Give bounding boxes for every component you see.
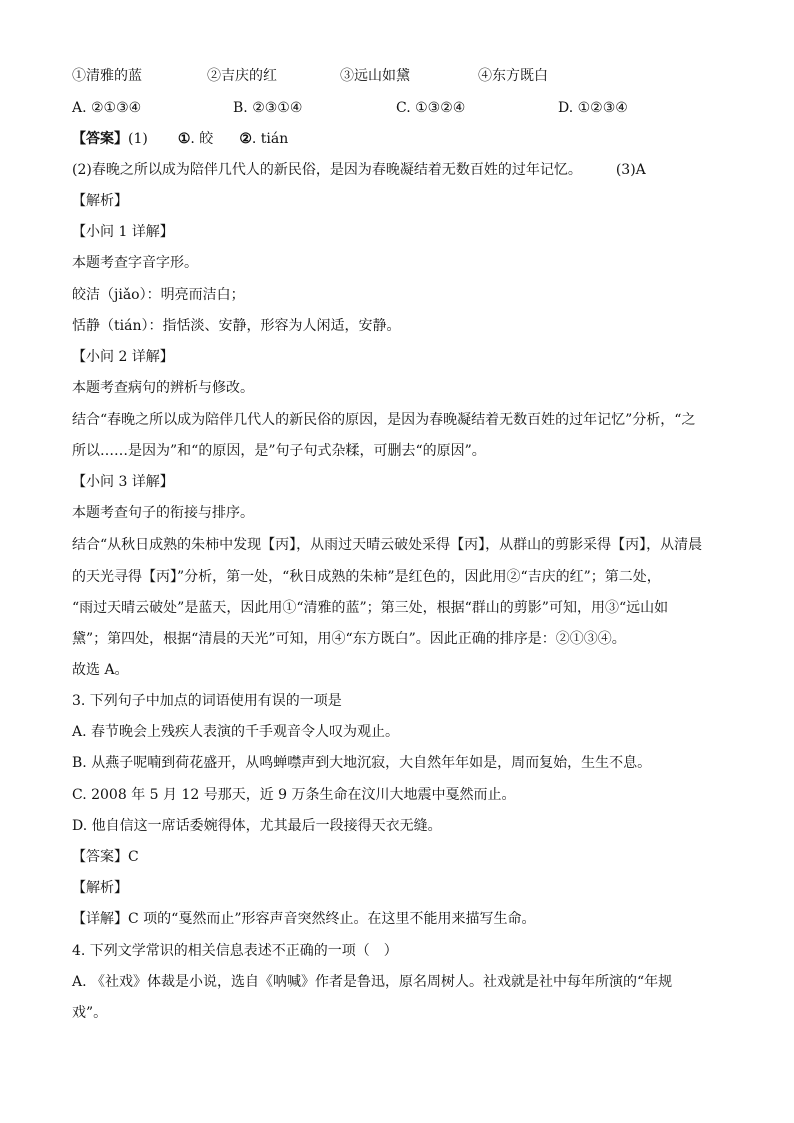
subquestion-1-heading: 【小问 1 详解】 xyxy=(72,224,174,240)
option-3: ③远山如黛 xyxy=(340,68,410,84)
question-3-answer: 【答案】C xyxy=(72,849,139,865)
option-2: ②吉庆的红 xyxy=(207,68,277,84)
question-4-option-a-line-1: A. 《社戏》体裁是小说，选自《呐喊》作者是鲁迅，原名周树人。社戏就是社中每年所演的“年规 xyxy=(72,974,673,990)
question-3-option-c: C. 2008 年 5 月 12 号那天，近 9 万条生命在汶川大地震中戛然而止。 xyxy=(72,787,516,803)
subquestion-2-heading: 【小问 2 详解】 xyxy=(72,349,174,365)
option-4: ④东方既白 xyxy=(478,68,548,84)
analysis-heading: 【解析】 xyxy=(72,193,128,209)
answer-label: 【答案】 xyxy=(72,131,128,147)
subquestion-1-line-1: 本题考查字音字形。 xyxy=(72,255,198,271)
subquestion-3-heading: 【小问 3 详解】 xyxy=(72,474,174,490)
subquestion-2-line-1: 本题考查病句的辨析与修改。 xyxy=(72,380,254,396)
answer-line-2 xyxy=(72,160,646,180)
answer-part-1: (1) xyxy=(128,131,148,147)
subquestion-3-line-1: 本题考查句子的衔接与排序。 xyxy=(72,505,254,521)
answer-part-2: (2)春晚之所以成为陪伴几代人的新民俗，是因为春晚凝结着无数百姓的过年记忆。 xyxy=(72,162,582,178)
question-3-detail: 【详解】C 项的“戛然而止”形容声音突然终止。在这里不能用来描写生命。 xyxy=(72,911,536,927)
subquestion-3-line-5: 黛”；第四处，根据“清晨的天光”可知，用④“东方既白”。因此正确的排序是：②①③④。 xyxy=(72,631,626,647)
subquestion-3-line-4: “雨过天晴云破处”是蓝天，因此用①“清雅的蓝”；第三处，根据“群山的剪影”可知，用③“远山如 xyxy=(72,600,669,616)
answer-line-1 xyxy=(72,129,288,149)
answer-circle-1: ① xyxy=(177,131,191,147)
question-3-option-b: B. 从燕子呢喃到荷花盛开，从鸣蝉噤声到大地沉寂，大自然年年如是，周而复始，生生不息。 xyxy=(72,755,652,771)
answer-value-2: . tián xyxy=(251,131,289,147)
answer-value-1: . 皎 xyxy=(190,131,214,147)
answer-circle-2: ② xyxy=(239,131,252,147)
question-3-option-d: D. 他自信这一席话委婉得体，尤其最后一段接得天衣无缝。 xyxy=(72,818,442,834)
choice-a: A. ②①③④ xyxy=(72,100,142,116)
question-4-option-a-line-2: 戏”。 xyxy=(72,1005,108,1021)
subquestion-2-line-3: 所以……是因为”和“的原因，是”句子句式杂糅，可删去“的原因”。 xyxy=(72,443,486,459)
choice-d: D. ①②③④ xyxy=(558,100,628,116)
subquestion-2-line-2: 结合“春晚之所以成为陪伴几代人的新民俗的原因，是因为春晚凝结着无数百姓的过年记忆”分析，“之 xyxy=(72,412,696,428)
question-3-analysis: 【解析】 xyxy=(72,880,128,896)
question-3-option-a: A. 春节晚会上残疾人表演的千手观音令人叹为观止。 xyxy=(72,724,400,740)
subquestion-3-line-6: 故选 A。 xyxy=(72,662,129,678)
choice-b: B. ②③①④ xyxy=(233,100,303,116)
subquestion-3-line-2: 结合“从秋日成熟的朱柿中发现【丙】，从雨过天晴云破处采得【丙】，从群山的剪影采得【丙】，从清晨 xyxy=(72,537,703,553)
option-1: ①清雅的蓝 xyxy=(72,68,142,84)
choice-c: C. ①③②④ xyxy=(396,100,466,116)
question-4-stem: 4. 下列文学常识的相关信息表述不正确的一项（ ） xyxy=(72,943,398,959)
subquestion-1-line-3: 恬静（tián）：指恬淡、安静，形容为人闲适，安静。 xyxy=(72,318,401,334)
subquestion-1-line-2: 皎洁（jiǎo）：明亮而洁白； xyxy=(72,287,245,303)
question-3-stem: 3. 下列句子中加点的词语使用有误的一项是 xyxy=(72,693,342,709)
subquestion-3-line-3: 的天光寻得【丙】”分析，第一处，“秋日成熟的朱柿”是红色的，因此用②“吉庆的红”；第二处， xyxy=(72,569,661,585)
answer-part-3: (3)A xyxy=(615,162,646,178)
